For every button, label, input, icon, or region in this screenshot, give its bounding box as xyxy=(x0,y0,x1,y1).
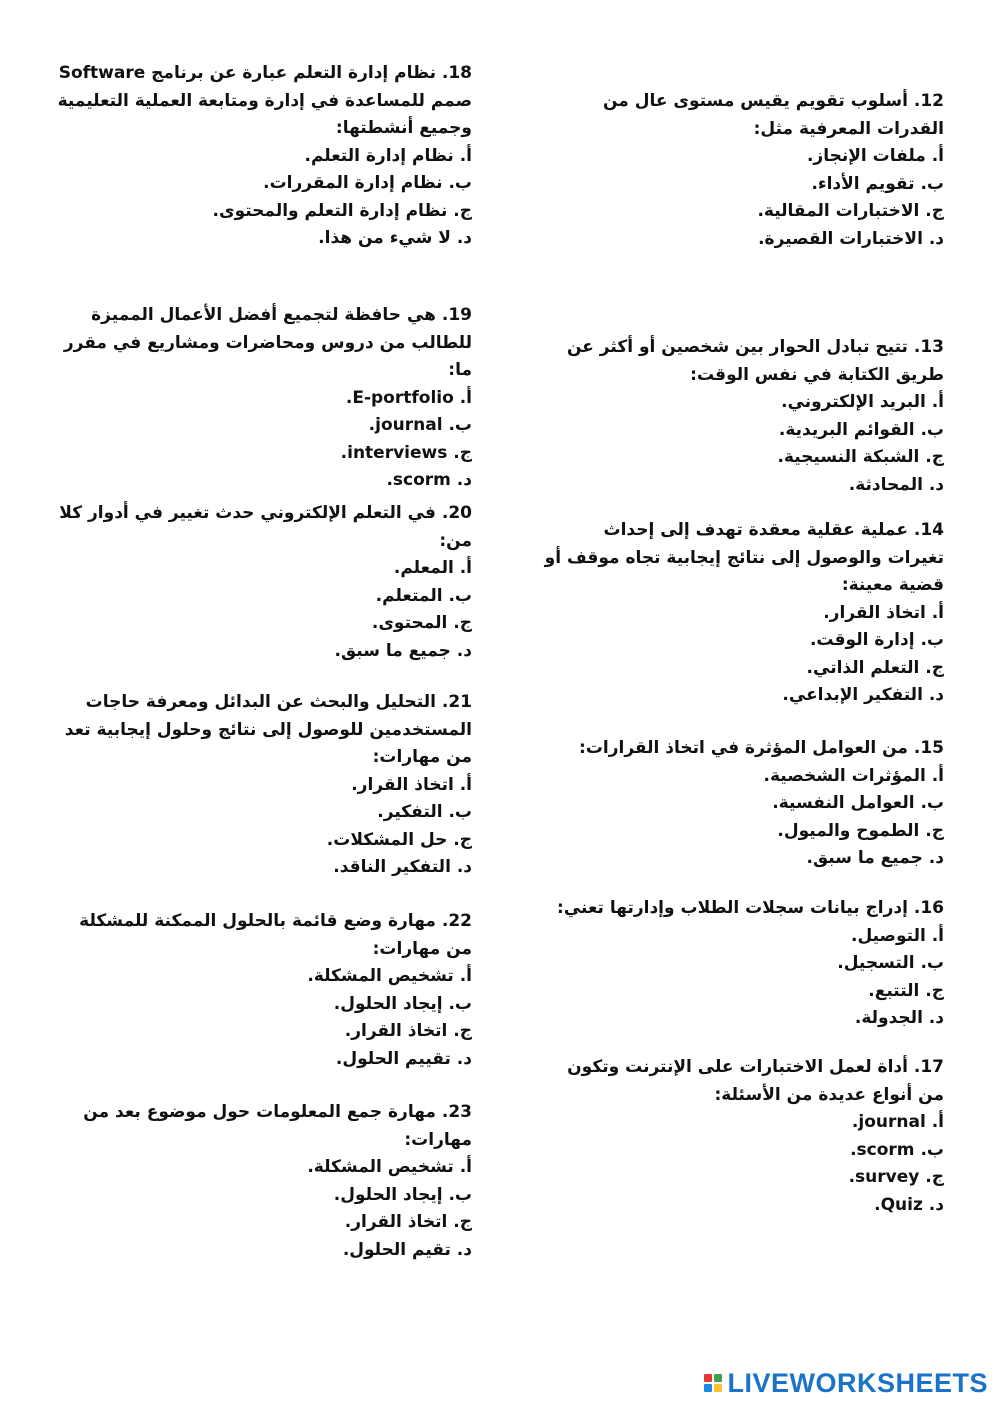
option-d[interactable]: د. الاختبارات القصيرة. xyxy=(758,228,944,249)
question-19 xyxy=(52,302,472,495)
option-a[interactable]: أ. التوصيل. xyxy=(850,925,944,946)
option-a[interactable]: أ. تشخيص المشكلة. xyxy=(307,966,472,986)
question-14 xyxy=(544,517,944,710)
option-d[interactable]: د. التفكير الإبداعي. xyxy=(782,685,944,705)
logo-square-red xyxy=(704,1374,712,1382)
option-a[interactable]: أ. اتخاذ القرار. xyxy=(351,774,472,795)
question-stem: 18. نظام إدارة التعلم عبارة عن برنامج Software صمم للمساعدة في إدارة ومتابعة العملية التعليمية وجميع أنشطتها: xyxy=(57,63,472,138)
question-22 xyxy=(52,908,472,1073)
option-c[interactable]: ج. اتخاذ القرار. xyxy=(344,1212,472,1232)
logo-square-blue xyxy=(704,1384,712,1392)
option-b[interactable]: ب. نظام إدارة المقررات. xyxy=(263,173,472,193)
option-a[interactable]: أ. E-portfolio. xyxy=(345,387,472,408)
logo-square-yellow xyxy=(714,1384,722,1392)
question-stem: 13. تتيح تبادل الحوار بين شخصين أو أكثر عن طريق الكتابة في نفس الوقت: xyxy=(566,337,944,385)
option-d[interactable]: د. تقييم الحلول. xyxy=(335,1048,472,1069)
option-d[interactable]: د. جميع ما سبق. xyxy=(806,848,944,868)
option-b[interactable]: ب. إيجاد الحلول. xyxy=(333,1184,472,1205)
option-b[interactable]: ب. التفكير. xyxy=(377,802,472,822)
option-d[interactable]: د. جميع ما سبق. xyxy=(334,640,472,661)
option-b[interactable]: ب. تقويم الأداء. xyxy=(811,173,944,194)
option-c[interactable]: ج. الشبكة النسيجية. xyxy=(777,447,944,467)
question-stem: 21. التحليل والبحث عن البدائل ومعرفة حاجات المستخدمين للوصول إلى نتائج وحلول إيجابية تعد من مهارات: xyxy=(64,692,472,767)
option-c[interactable]: ج. interviews. xyxy=(340,442,472,463)
question-stem: 14. عملية عقلية معقدة تهدف إلى إحداث تغيرات والوصول إلى نتائج إيجابية تجاه موقف أو قضية معينة: xyxy=(544,520,944,595)
option-c[interactable]: ج. اتخاذ القرار. xyxy=(344,1021,472,1041)
option-c[interactable]: ج. survey. xyxy=(848,1167,944,1187)
option-d[interactable]: د. الجدولة. xyxy=(854,1008,944,1028)
question-20 xyxy=(52,500,472,665)
question-21 xyxy=(52,689,472,882)
option-d[interactable]: د. scorm. xyxy=(386,470,472,490)
option-a[interactable]: أ. ملفات الإنجاز. xyxy=(806,146,944,166)
question-16 xyxy=(544,895,944,1033)
option-d[interactable]: د. Quiz. xyxy=(874,1194,944,1215)
option-b[interactable]: ب. إيجاد الحلول. xyxy=(333,993,472,1014)
option-a[interactable]: أ. نظام إدارة التعلم. xyxy=(304,145,472,166)
brand-name: LIVEWORKSHEETS xyxy=(727,1367,988,1398)
question-stem: 12. أسلوب تقويم يقيس مستوى عال من القدرات المعرفية مثل: xyxy=(602,91,944,139)
option-c[interactable]: ج. حل المشكلات. xyxy=(326,829,472,850)
question-15 xyxy=(544,735,944,873)
option-a[interactable]: أ. تشخيص المشكلة. xyxy=(307,1157,472,1177)
option-c[interactable]: ج. نظام إدارة التعلم والمحتوى. xyxy=(212,200,472,221)
option-b[interactable]: ب. التسجيل. xyxy=(837,953,944,973)
option-a[interactable]: أ. اتخاذ القرار. xyxy=(823,602,944,623)
option-a[interactable]: أ. المعلم. xyxy=(393,558,472,578)
option-a[interactable]: أ. journal. xyxy=(851,1112,944,1132)
option-d[interactable]: د. التفكير الناقد. xyxy=(333,857,472,877)
question-stem: 20. في التعلم الإلكتروني حدث تغيير في أدوار كلا من: xyxy=(59,503,472,551)
question-18 xyxy=(52,60,472,253)
question-stem: 19. هي حافظة لتجميع أفضل الأعمال المميزة للطالب من دروس ومحاضرات ومشاريع في مقرر ما: xyxy=(63,305,472,380)
option-c[interactable]: ج. التتبع. xyxy=(868,980,944,1001)
question-12 xyxy=(544,88,944,253)
option-b[interactable]: ب. إدارة الوقت. xyxy=(809,630,944,650)
question-13 xyxy=(544,334,944,499)
option-c[interactable]: ج. الاختبارات المقالية. xyxy=(757,201,944,221)
question-23 xyxy=(52,1099,472,1264)
option-c[interactable]: ج. التعلم الذاتي. xyxy=(806,657,944,678)
option-c[interactable]: ج. المحتوى. xyxy=(371,613,472,633)
option-d[interactable]: د. المحادثة. xyxy=(848,474,944,495)
option-d[interactable]: د. تقيم الحلول. xyxy=(342,1239,472,1260)
liveworksheets-brand[interactable] xyxy=(704,1366,988,1400)
question-stem: 17. أداة لعمل الاختبارات على الإنترنت وتكون من أنواع عديدة من الأسئلة: xyxy=(567,1057,944,1105)
question-stem: 16. إدراج بيانات سجلات الطلاب وإدارتها تعني: xyxy=(557,898,944,918)
option-a[interactable]: أ. البريد الإلكتروني. xyxy=(781,392,944,412)
question-stem: 15. من العوامل المؤثرة في اتخاذ القرارات: xyxy=(579,738,944,758)
option-d[interactable]: د. لا شيء من هذا. xyxy=(318,228,472,248)
question-17 xyxy=(544,1054,944,1219)
option-b[interactable]: ب. scorm. xyxy=(850,1139,944,1160)
option-b[interactable]: ب. العوامل النفسية. xyxy=(772,793,944,813)
option-c[interactable]: ج. الطموح والميول. xyxy=(777,820,944,841)
option-a[interactable]: أ. المؤثرات الشخصية. xyxy=(763,765,944,786)
option-b[interactable]: ب. journal. xyxy=(368,415,472,435)
option-b[interactable]: ب. القوائم البريدية. xyxy=(778,419,944,440)
logo-square-green xyxy=(714,1374,722,1382)
question-stem: 22. مهارة وضع قائمة بالحلول الممكنة للمشكلة من مهارات: xyxy=(79,911,472,959)
question-stem: 23. مهارة جمع المعلومات حول موضوع بعد من مهارات: xyxy=(83,1102,472,1150)
option-b[interactable]: ب. المتعلم. xyxy=(375,585,472,606)
liveworksheets-logo-icon xyxy=(704,1374,722,1392)
